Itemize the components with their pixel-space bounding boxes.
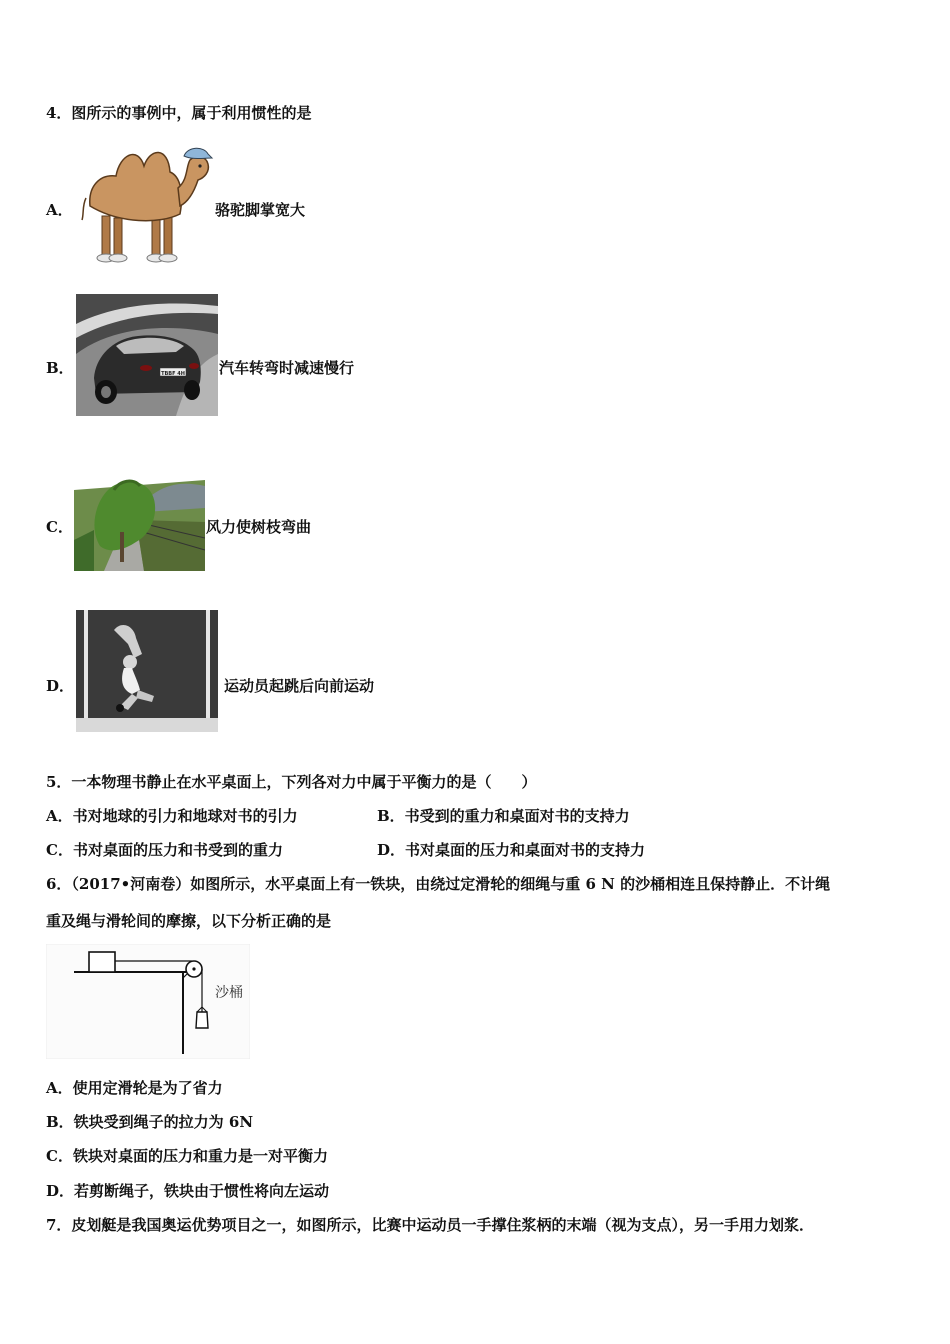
camel-picture [80, 136, 214, 264]
car-picture [76, 294, 218, 416]
q7-stem: 7．皮划艇是我国奥运优势项目之一，如图所示，比赛中运动员一手撑住浆柄的末端（视为支点），另一手用力划浆． [46, 1216, 814, 1234]
q5-option-d: D．书对桌面的压力和桌面对书的支持力 [377, 841, 646, 859]
q5-option-a: A．书对地球的引力和地球对书的引力 [46, 807, 298, 825]
q6-option-b: B．铁块受到绳子的拉力为 6N [46, 1113, 254, 1131]
q4-option-b-letter: B． [46, 359, 74, 377]
q5-option-b: B．书受到的重力和桌面对书的支持力 [377, 807, 630, 825]
q4-option-a-letter: A． [46, 201, 73, 219]
tree-picture [74, 450, 205, 571]
q5-option-c: C．书对桌面的压力和书受到的重力 [46, 841, 283, 859]
sand-bucket-label: 沙桶 [215, 985, 243, 1001]
q4-option-d-letter: D． [46, 677, 75, 695]
q4-option-a-text: 骆驼脚掌宽大 [215, 201, 306, 219]
q6-option-c: C．铁块对桌面的压力和重力是一对平衡力 [46, 1147, 328, 1165]
q6-stem-line2: 重及绳与滑轮间的摩擦，以下分析正确的是 [46, 912, 332, 930]
q4-stem: 4．图所示的事例中，属于利用惯性的是 [46, 104, 312, 122]
q6-option-a: A．使用定滑轮是为了省力 [46, 1079, 223, 1097]
long-jump-picture [76, 610, 218, 732]
q6-stem-line1: 6．（2017•河南卷）如图所示，水平桌面上有一铁块，由绕过定滑轮的细绳与重 6 N 的沙桶相连且保持静止．不计绳 [46, 875, 831, 893]
q4-option-c-text: 风力使树枝弯曲 [206, 518, 312, 536]
q4-option-b-text: 汽车转弯时减速慢行 [219, 359, 355, 377]
q4-option-c-letter: C． [46, 518, 73, 536]
pulley-figure [46, 944, 250, 1059]
q6-option-d: D．若剪断绳子，铁块由于惯性将向左运动 [46, 1182, 330, 1200]
q4-option-d-text: 运动员起跳后向前运动 [224, 677, 375, 695]
q5-stem: 5．一本物理书静止在水平桌面上，下列各对力中属于平衡力的是（ ） [46, 773, 537, 791]
car-plate: TBBF 4H [161, 371, 185, 377]
